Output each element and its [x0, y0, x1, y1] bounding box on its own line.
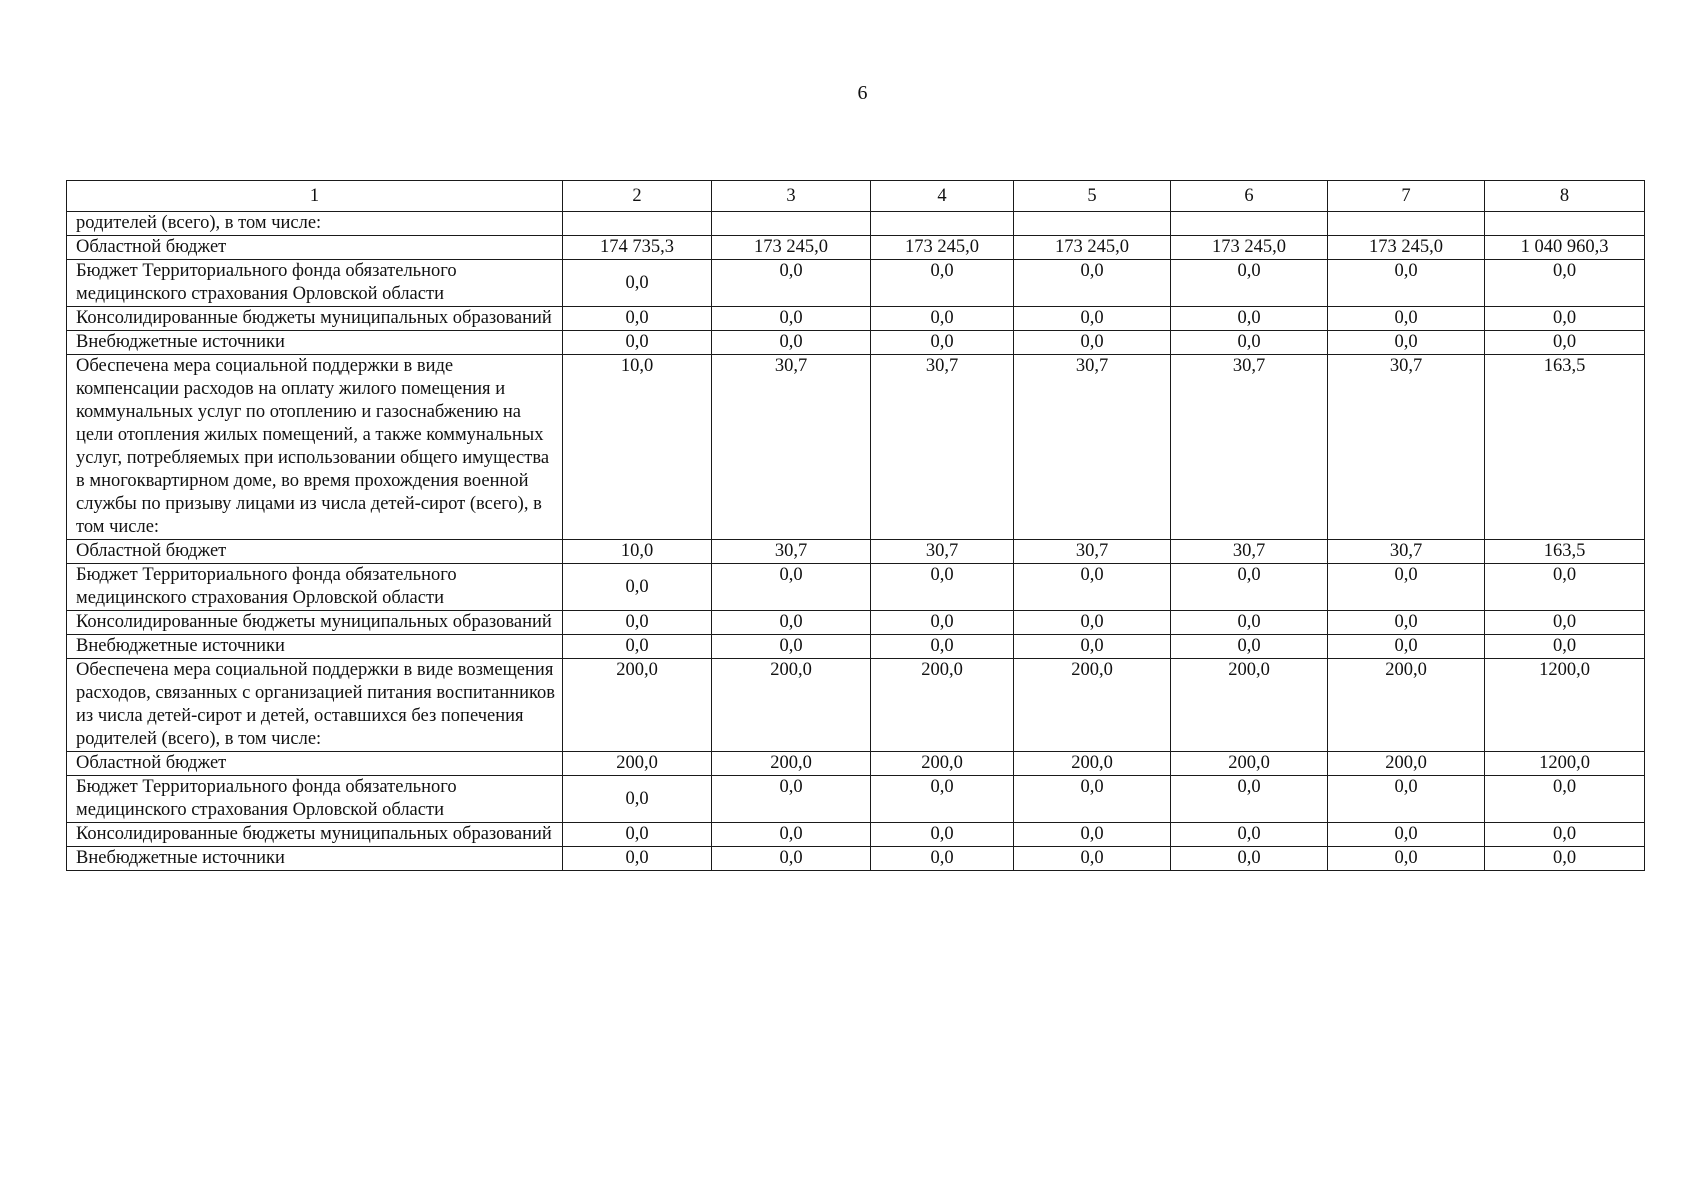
value-cell: 0,0	[871, 823, 1014, 847]
value-cell: 0,0	[1014, 564, 1171, 611]
value-cell: 0,0	[1014, 307, 1171, 331]
value-cell: 200,0	[1171, 752, 1328, 776]
table-row	[67, 331, 1645, 355]
row-label: Обеспечена мера социальной поддержки в виде компенсации расходов на оплату жилого помещения и коммунальных услуг по отоплению и газоснабжению на цели отопления жилых помещений, а также коммунальных услуг, потребляемых при использовании общего имущества в многоквартирном доме, во время прохождения военной службы по призыву лицами из числа детей-сирот (всего), в том числе:	[67, 355, 563, 540]
value-cell: 0,0	[1328, 307, 1485, 331]
value-cell: 30,7	[1014, 540, 1171, 564]
value-cell: 0,0	[1328, 823, 1485, 847]
value-cell: 0,0	[712, 823, 871, 847]
value-cell: 30,7	[1171, 540, 1328, 564]
row-label: Внебюджетные источники	[67, 635, 563, 659]
table-row	[67, 540, 1645, 564]
value-cell: 0,0	[1171, 331, 1328, 355]
value-cell: 0,0	[1328, 611, 1485, 635]
value-cell: 1200,0	[1485, 659, 1645, 752]
value-cell: 173 245,0	[1171, 236, 1328, 260]
value-cell: 200,0	[1014, 752, 1171, 776]
value-cell: 200,0	[712, 752, 871, 776]
value-cell: 30,7	[871, 355, 1014, 540]
value-cell: 0,0	[712, 776, 871, 823]
value-cell: 0,0	[871, 611, 1014, 635]
value-cell: 0,0	[1485, 331, 1645, 355]
row-label: Областной бюджет	[67, 236, 563, 260]
header-row	[67, 181, 1645, 212]
column-header: 5	[1014, 181, 1171, 212]
value-cell: 0,0	[1014, 635, 1171, 659]
row-label: Консолидированные бюджеты муниципальных образований	[67, 611, 563, 635]
value-cell: 0,0	[871, 847, 1014, 871]
value-cell: 0,0	[1328, 331, 1485, 355]
row-label: Бюджет Территориального фонда обязательного медицинского страхования Орловской области	[67, 776, 563, 823]
table-row	[67, 847, 1645, 871]
value-cell	[563, 212, 712, 236]
value-cell: 200,0	[1014, 659, 1171, 752]
value-cell: 173 245,0	[871, 236, 1014, 260]
value-cell: 0,0	[1485, 260, 1645, 307]
value-cell: 0,0	[563, 564, 712, 611]
value-cell: 0,0	[563, 331, 712, 355]
value-cell: 0,0	[1171, 776, 1328, 823]
value-cell: 200,0	[563, 752, 712, 776]
value-cell: 10,0	[563, 540, 712, 564]
value-cell: 173 245,0	[712, 236, 871, 260]
value-cell: 0,0	[1014, 776, 1171, 823]
table-row	[67, 236, 1645, 260]
value-cell: 0,0	[1328, 635, 1485, 659]
value-cell: 30,7	[1171, 355, 1328, 540]
value-cell: 0,0	[563, 635, 712, 659]
value-cell: 0,0	[1328, 564, 1485, 611]
value-cell: 0,0	[1171, 823, 1328, 847]
row-label: Консолидированные бюджеты муниципальных образований	[67, 823, 563, 847]
table-row	[67, 307, 1645, 331]
value-cell: 0,0	[871, 260, 1014, 307]
value-cell: 0,0	[871, 776, 1014, 823]
value-cell: 173 245,0	[1328, 236, 1485, 260]
value-cell: 173 245,0	[1014, 236, 1171, 260]
column-header: 7	[1328, 181, 1485, 212]
value-cell: 30,7	[1014, 355, 1171, 540]
value-cell	[1171, 212, 1328, 236]
value-cell: 163,5	[1485, 355, 1645, 540]
value-cell: 30,7	[1328, 540, 1485, 564]
value-cell: 30,7	[712, 540, 871, 564]
table-row	[67, 611, 1645, 635]
row-label: родителей (всего), в том числе:	[67, 212, 563, 236]
value-cell: 0,0	[1328, 847, 1485, 871]
value-cell: 1 040 960,3	[1485, 236, 1645, 260]
table-row	[67, 260, 1645, 307]
value-cell: 0,0	[871, 307, 1014, 331]
value-cell: 0,0	[1171, 847, 1328, 871]
value-cell: 0,0	[712, 847, 871, 871]
value-cell: 0,0	[1485, 823, 1645, 847]
value-cell: 0,0	[1485, 776, 1645, 823]
value-cell: 0,0	[1485, 847, 1645, 871]
value-cell: 0,0	[1485, 611, 1645, 635]
column-header: 1	[67, 181, 563, 212]
value-cell: 0,0	[1014, 847, 1171, 871]
value-cell: 0,0	[1171, 611, 1328, 635]
value-cell: 0,0	[563, 823, 712, 847]
value-cell: 200,0	[871, 752, 1014, 776]
row-label: Областной бюджет	[67, 540, 563, 564]
table-row	[67, 355, 1645, 540]
table-row	[67, 564, 1645, 611]
column-header: 4	[871, 181, 1014, 212]
row-label: Консолидированные бюджеты муниципальных образований	[67, 307, 563, 331]
value-cell: 30,7	[1328, 355, 1485, 540]
value-cell: 0,0	[1171, 564, 1328, 611]
table-row	[67, 659, 1645, 752]
row-label: Внебюджетные источники	[67, 331, 563, 355]
value-cell: 0,0	[1328, 260, 1485, 307]
column-header: 8	[1485, 181, 1645, 212]
value-cell: 0,0	[563, 260, 712, 307]
value-cell	[1328, 212, 1485, 236]
value-cell: 174 735,3	[563, 236, 712, 260]
value-cell: 0,0	[563, 307, 712, 331]
value-cell: 0,0	[1485, 564, 1645, 611]
value-cell	[1485, 212, 1645, 236]
row-label: Бюджет Территориального фонда обязательного медицинского страхования Орловской области	[67, 564, 563, 611]
row-label: Областной бюджет	[67, 752, 563, 776]
value-cell: 0,0	[1328, 776, 1485, 823]
value-cell: 30,7	[712, 355, 871, 540]
value-cell: 0,0	[1171, 307, 1328, 331]
value-cell: 10,0	[563, 355, 712, 540]
value-cell: 0,0	[712, 564, 871, 611]
value-cell: 0,0	[712, 307, 871, 331]
value-cell: 163,5	[1485, 540, 1645, 564]
value-cell: 0,0	[1014, 823, 1171, 847]
value-cell: 0,0	[1014, 331, 1171, 355]
row-label: Обеспечена мера социальной поддержки в виде возмещения расходов, связанных с организацией питания воспитанников из числа детей-сирот и детей, оставшихся без попечения родителей (всего), в том числе:	[67, 659, 563, 752]
value-cell: 0,0	[712, 635, 871, 659]
value-cell: 1200,0	[1485, 752, 1645, 776]
value-cell: 0,0	[1171, 635, 1328, 659]
value-cell: 0,0	[871, 331, 1014, 355]
value-cell: 200,0	[563, 659, 712, 752]
value-cell: 0,0	[563, 611, 712, 635]
value-cell: 0,0	[563, 847, 712, 871]
value-cell: 0,0	[1485, 307, 1645, 331]
table-row	[67, 752, 1645, 776]
value-cell: 200,0	[712, 659, 871, 752]
value-cell: 200,0	[871, 659, 1014, 752]
row-label: Бюджет Территориального фонда обязательного медицинского страхования Орловской области	[67, 260, 563, 307]
table-row	[67, 823, 1645, 847]
value-cell	[712, 212, 871, 236]
value-cell: 0,0	[563, 776, 712, 823]
value-cell: 200,0	[1328, 659, 1485, 752]
budget-table	[66, 180, 1645, 871]
value-cell: 0,0	[712, 331, 871, 355]
value-cell: 200,0	[1328, 752, 1485, 776]
value-cell: 0,0	[1014, 260, 1171, 307]
value-cell: 0,0	[871, 564, 1014, 611]
page-number: 6	[857, 82, 868, 104]
column-header: 2	[563, 181, 712, 212]
value-cell: 30,7	[871, 540, 1014, 564]
value-cell	[1014, 212, 1171, 236]
value-cell: 0,0	[712, 611, 871, 635]
column-header: 3	[712, 181, 871, 212]
value-cell: 200,0	[1171, 659, 1328, 752]
value-cell: 0,0	[1171, 260, 1328, 307]
row-label: Внебюджетные источники	[67, 847, 563, 871]
value-cell	[871, 212, 1014, 236]
table-row	[67, 635, 1645, 659]
table-row	[67, 212, 1645, 236]
value-cell: 0,0	[871, 635, 1014, 659]
table-row	[67, 776, 1645, 823]
column-header: 6	[1171, 181, 1328, 212]
value-cell: 0,0	[712, 260, 871, 307]
value-cell: 0,0	[1014, 611, 1171, 635]
value-cell: 0,0	[1485, 635, 1645, 659]
